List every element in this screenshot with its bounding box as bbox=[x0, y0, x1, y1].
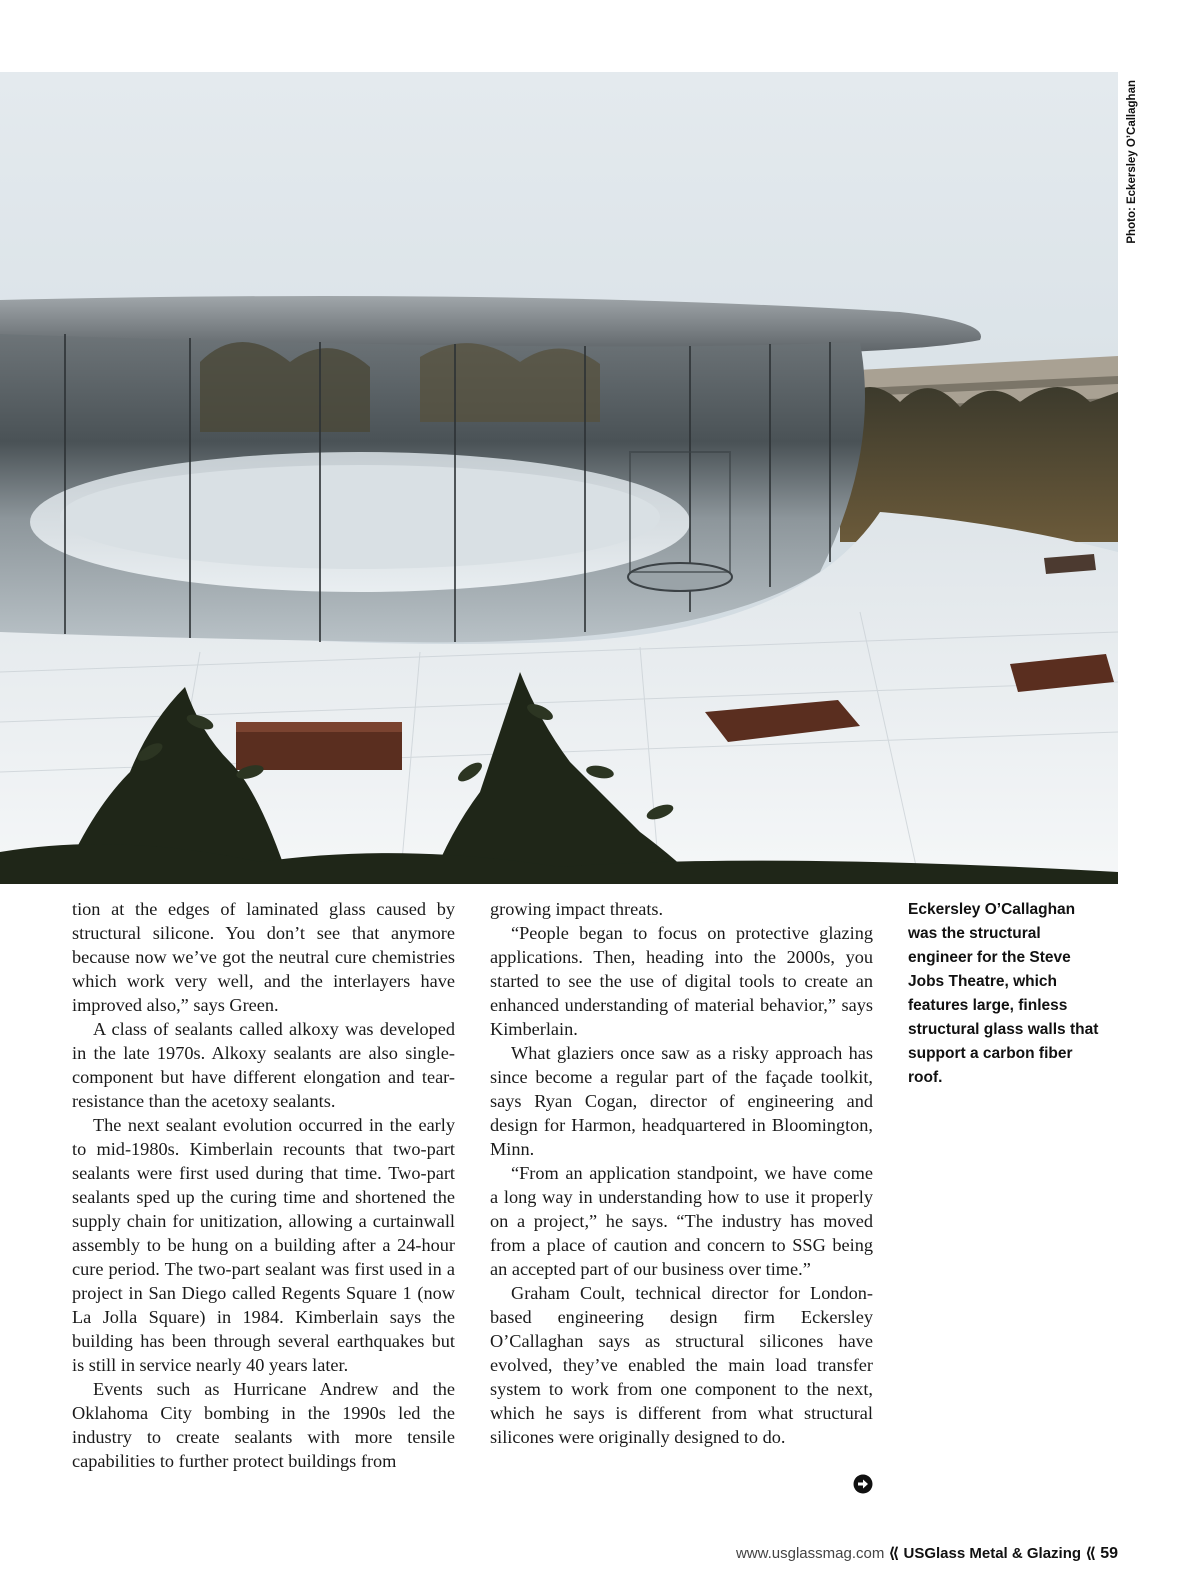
article-photo bbox=[0, 72, 1118, 884]
footer-url: www.usglassmag.com bbox=[735, 1545, 885, 1562]
footer-separator: ⟪ bbox=[1085, 1545, 1097, 1562]
paragraph: growing impact threats. bbox=[490, 899, 664, 919]
paragraph: A class of sealants called alkoxy was developed in the late 1970s. Alkoxy sealants are also single-component but have different elongation and tear-resistance than the acetoxy sealants. bbox=[72, 1019, 455, 1111]
photo-caption: Eckersley O’Callaghan was the structural engineer for the Steve Jobs Theatre, which features large, finless structural glass walls that support a carbon fiber roof. bbox=[908, 901, 1099, 1086]
paragraph: The next sealant evolution occurred in the early to mid-1980s. Kimberlain recounts that two-part sealants were first used during that time. Two-part sealants sped up the curing time and shortened the supply chain for unitization, allowing a curtainwall assembly to be hung on a building after a 24-hour cure period. The two-part sealant was first used in a project in San Diego called Regents Square 1 (now La Jolla Square) in 1984. Kimberlain says the building has been through several earthquakes but is still in service nearly 40 years later. bbox=[72, 1115, 455, 1375]
photo-credit-text: Photo: Eckersley O’Callaghan bbox=[1126, 80, 1138, 244]
footer-separator: ⟪ bbox=[888, 1545, 900, 1562]
paragraph: “From an application standpoint, we have come a long way in understanding how to use it properly on a project,” he says. “The industry has moved from a place of caution and concern to SSG being an accepted part of our business over time.” bbox=[490, 1163, 873, 1279]
photo-illustration bbox=[0, 72, 1118, 884]
page-footer bbox=[736, 1544, 1118, 1563]
arrow-circle-right-icon bbox=[853, 1474, 873, 1494]
article-column-2 bbox=[490, 897, 873, 1449]
footer-magazine: USGlass Metal & Glazing bbox=[903, 1545, 1082, 1562]
paragraph: Events such as Hurricane Andrew and the Oklahoma City bombing in the 1990s led the industry to create sealants with more tensile capabilities to further protect buildings from bbox=[72, 1379, 455, 1471]
photo-credit bbox=[1124, 80, 1144, 270]
paragraph: What glaziers once saw as a risky approach has since become a regular part of the façade toolkit, says Ryan Cogan, director of engineering and design for Harmon, headquartered in Bloomington, Minn. bbox=[490, 1043, 873, 1159]
page-number: 59 bbox=[1100, 1545, 1118, 1562]
article-column-1 bbox=[72, 897, 455, 1473]
paragraph: “People began to focus on protective glazing applications. Then, heading into the 2000s, you started to see the use of digital tools to create an enhanced understanding of material behavior,” says Kimberlain. bbox=[490, 923, 873, 1039]
paragraph: Graham Coult, technical director for London-based engineering design firm Eckersley O’Callaghan says as structural silicones have evolved, they’ve enabled the main load transfer system to work from one component to the next, which he says is different from what structural silicones were originally designed to do. bbox=[490, 1283, 873, 1447]
paragraph: tion at the edges of laminated glass caused by structural silicone. You don’t see that anymore because now we’ve got the neutral cure chemistries which work very well, and the interlayers have improved also,” says Green. bbox=[72, 899, 455, 1015]
